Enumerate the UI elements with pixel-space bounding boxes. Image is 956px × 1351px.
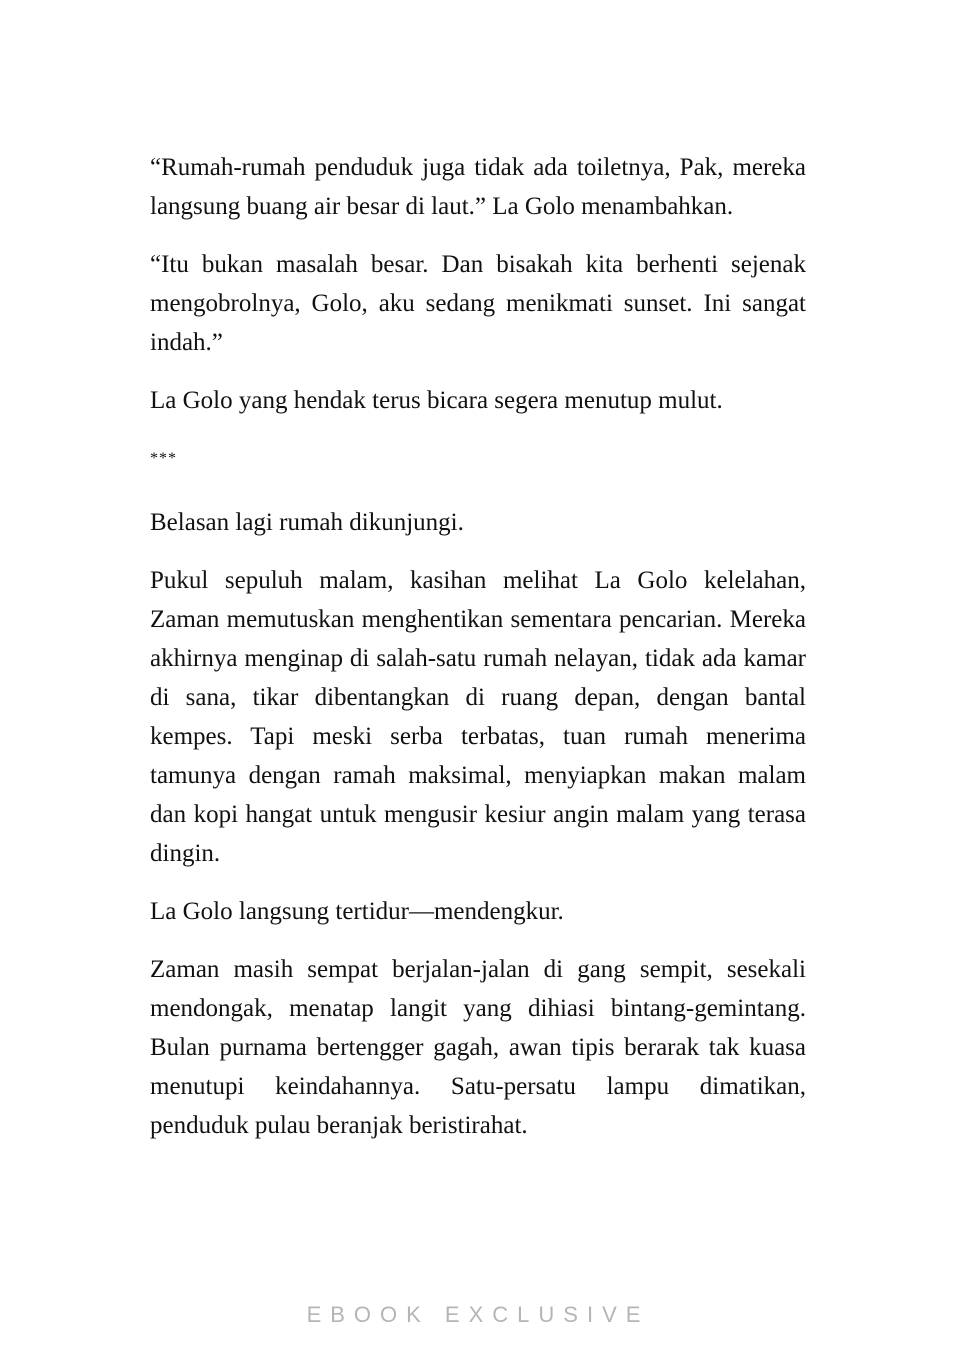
ebook-watermark: EBOOK EXCLUSIVE: [306, 1302, 650, 1327]
page-body: [150, 148, 806, 1145]
paragraph: Belasan lagi rumah dikunjungi.: [150, 509, 464, 536]
paragraph: Zaman masih sempat berjalan-jalan di gang sempit, sesekali mendongak, menatap langit yang dihiasi bintang-gemintang. Bulan purnama bertengger gagah, awan tipis berarak tak kuasa menutupi keindahannya. Satu-persatu lampu dimatikan, penduduk pulau beranjak beristirahat.: [150, 956, 806, 1139]
paragraph: La Golo yang hendak terus bicara segera menutup mulut.: [150, 387, 723, 414]
scene-separator: ***: [150, 450, 177, 467]
paragraph: “Rumah-rumah penduduk juga tidak ada toiletnya, Pak, mereka langsung buang air besar di laut.” La Golo menambahkan.: [150, 154, 806, 220]
paragraph: La Golo langsung tertidur—mendengkur.: [150, 898, 564, 925]
paragraph: Pukul sepuluh malam, kasihan melihat La Golo kelelahan, Zaman memutuskan menghentikan sementara pencarian. Mereka akhirnya menginap di salah-satu rumah nelayan, tidak ada kamar di sana, tikar dibentangkan di ruang depan, dengan bantal kempes. Tapi meski serba terbatas, tuan rumah menerima tamunya dengan ramah maksimal, menyiapkan makan malam dan kopi hangat untuk mengusir kesiur angin malam yang terasa dingin.: [150, 567, 806, 867]
paragraph: “Itu bukan masalah besar. Dan bisakah kita berhenti sejenak mengobrolnya, Golo, aku sedang menikmati sunset. Ini sangat indah.”: [150, 251, 806, 356]
